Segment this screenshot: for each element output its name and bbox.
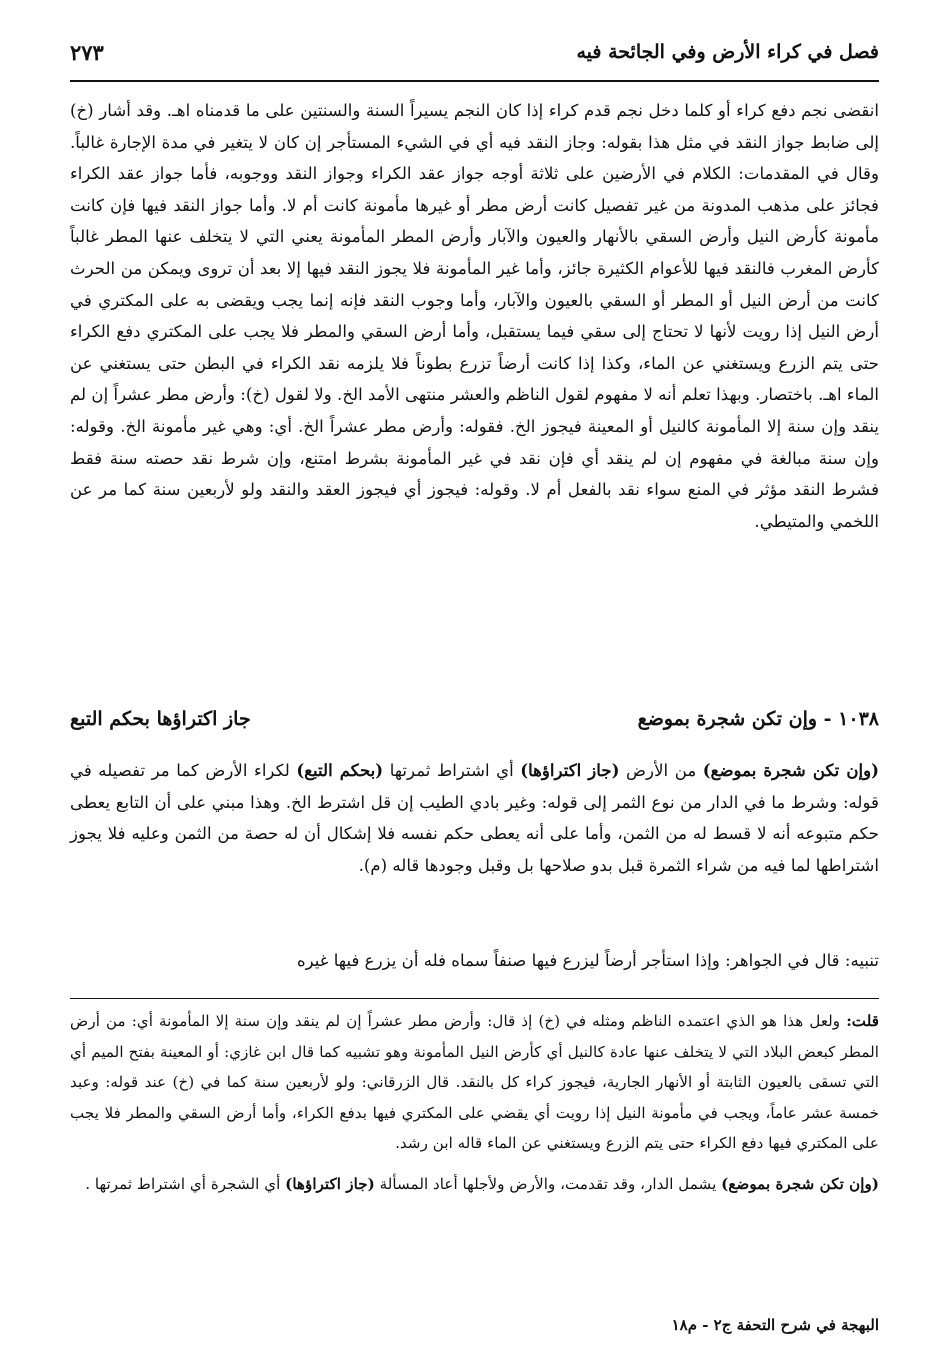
verse-line — [70, 708, 879, 730]
main-paragraph: انقضى نجم دفع كراء أو كلما دخل نجم قدم كراء إذا كان النجم يسيراً السنة والسنتين على ما قدمناه اهـ. وقد أشار (خ) إلى ضابط جواز النقد في مثل هذا بقوله: وجاز النقد فيه أي في الشيء المستأجر إن كان لا يتغير في مدة الإجارة غالباً. وقال في المقدمات: الكلام في الأرضين على ثلاثة أوجه جواز عقد الكراء وجواز النقد ووجوبه، فأما جواز عقد الكراء فجائز على مذهب المدونة من غير تفصيل كانت أرض مطر أو غيرها مأمونة كانت أم لا. وأما جواز النقد فيها فإن كانت مأمونة كأرض النيل وأرض السقي بالأنهار والعيون والآبار وأرض المطر المأمونة يعني التي لا يتخلف عنها المطر غالباً كأرض المغرب فالنقد فيها للأعوام الكثيرة جائز، وأما غير المأمونة فلا يجوز النقد فيها إلا بعد أن تروى ويمكن من الحرث كانت من أرض النيل أو المطر أو السقي بالعيون والآبار، وأما وجوب النقد فإنه إنما يجب ويقضى به على المكتري في أرض النيل إذا رويت لأنها لا تحتاج إلى سقي فيما يستقبل، وأما أرض السقي والمطر فلا يجب على المكتري دفع الكراء حتى يتم الزرع ويستغني عن الماء، وكذا إذا كانت أرضاً تزرع بطوناً فلا يلزمه نقد الكراء في البطن حتى يستغني عن الماء اهـ. باختصار. وبهذا تعلم أنه لا مفهوم لقول الناظم والعشر منتهى الأمد الخ. ولا لقول (خ): وأرض مطر عشراً إن لم ينقد وإن سنة إلا المأمونة كالنيل أو المعينة فيجوز الخ. فقوله: وأرض مطر عشراً الخ. أي: وهي غير مأمونة الخ. وقوله: وإن سنة مبالغة في مفهوم إن لم ينقد أي فإن نقد في غير المأمونة بشرط امتنع، وإن شرط نقد حصته سنة فقط فشرط النقد مؤثر في المنع سواء نقد بالفعل أم لا. وقوله: فيجوز أي فيجوز العقد والنقد ولو لأربعين سنة كما مر عن اللخمي والمتيطي. — [70, 101, 880, 531]
footnote-lead: (وإن تكن شجرة بموضع) — [721, 1174, 879, 1193]
footnote-text: ولعل هذا هو الذي اعتمده الناظم ومثله في (خ) إذ قال: وأرض مطر عشراً إن لم ينقد وإن سنة إلا المأمونة أي: من أرض المطر كبعض البلاد التي لا يتخلف عنها عادة كالنيل أي كأرض النيل المأمونة وهو تشبيه كما قال ابن غازي: أو المعينة بفتح الميم أي التي تسقى بالعيون الثابتة أو الأنهار الجارية، فيجوز كراء كل بالنقد. قال الزرقاني: ولو لأربعين سنة كما في (خ) عند قوله: وعبد خمسة عشر عاماً، ويجب في مأمونة النيل إذا رويت أي يقضي على المكتري فيها بدفع الكراء، وأما أرض السقي والمطر فلا يجب على المكتري فيها دفع الكراء حتى يتم الزرع ويستغني عن الماء قاله ابن رشد. — [70, 1012, 879, 1153]
verse-first-text: وإن تكن شجرة بموضع — [637, 708, 818, 730]
commentary-lead: (وإن تكن شجرة بموضع) — [702, 760, 879, 780]
footnote-paragraph — [70, 1169, 879, 1200]
page-number: ٢٧٣ — [70, 39, 104, 65]
verse-second-hemistich: جاز اكتراؤها بحكم التبع — [70, 708, 251, 730]
commentary-bold-3: (بحكم التبع) — [296, 760, 384, 780]
commentary-text-1: من الأرض — [619, 761, 703, 780]
commentary-body: لكراء الأرض كما مر تفصيله في قوله: وشرط ما في الدار من نوع الثمر إلى قوله: وغير بادي الطيب إن قل اشترط الخ. وهذا مبني على أن التابع يعطى حكم متبوعه أنه لا قسط له من الثمن، وأما على أنه يعطى حكم نفسه فلا إشكال أن له حصة من الثمن وعليه فلا يجوز اشتراطها لما فيه من شراء الثمرة قبل بدو صلاحها بل وقبل وجودها قاله (م). — [70, 761, 879, 875]
main-text — [70, 95, 879, 537]
commentary-text-2: أي اشتراط ثمرتها — [383, 761, 521, 780]
footnote-paragraph — [70, 1006, 879, 1159]
header-divider — [70, 80, 879, 82]
signature-line: البهجة في شرح التحفة ج٢ - م١٨ — [671, 1316, 879, 1334]
commentary-paragraph — [70, 755, 879, 881]
note-text: تنبيه: قال في الجواهر: وإذا استأجر أرضاً ليزرع فيها صنفاً سماه فله أن يزرع فيها غيره — [296, 951, 879, 970]
footnote-mid-bold: (جاز اكتراؤها) — [285, 1174, 375, 1193]
footnote-divider — [70, 998, 879, 999]
verse-first-hemistich — [638, 708, 879, 730]
verse-number: ١٠٣٨ - — [823, 708, 879, 730]
chapter-title: فصل في كراء الأرض وفي الجائحة فيه — [576, 41, 879, 63]
footnote-tail: أي الشجرة أي اشتراط ثمرتها . — [85, 1174, 286, 1193]
commentary-text — [70, 755, 879, 881]
footnotes — [70, 1006, 879, 1200]
commentary-bold-2: (جاز اكتراؤها) — [520, 760, 620, 780]
footnote-text: يشمل الدار، وقد تقدمت، والأرض ولأجلها أعاد المسألة — [374, 1174, 722, 1193]
footnote-lead: قلت: — [846, 1012, 879, 1030]
running-header — [70, 32, 879, 72]
